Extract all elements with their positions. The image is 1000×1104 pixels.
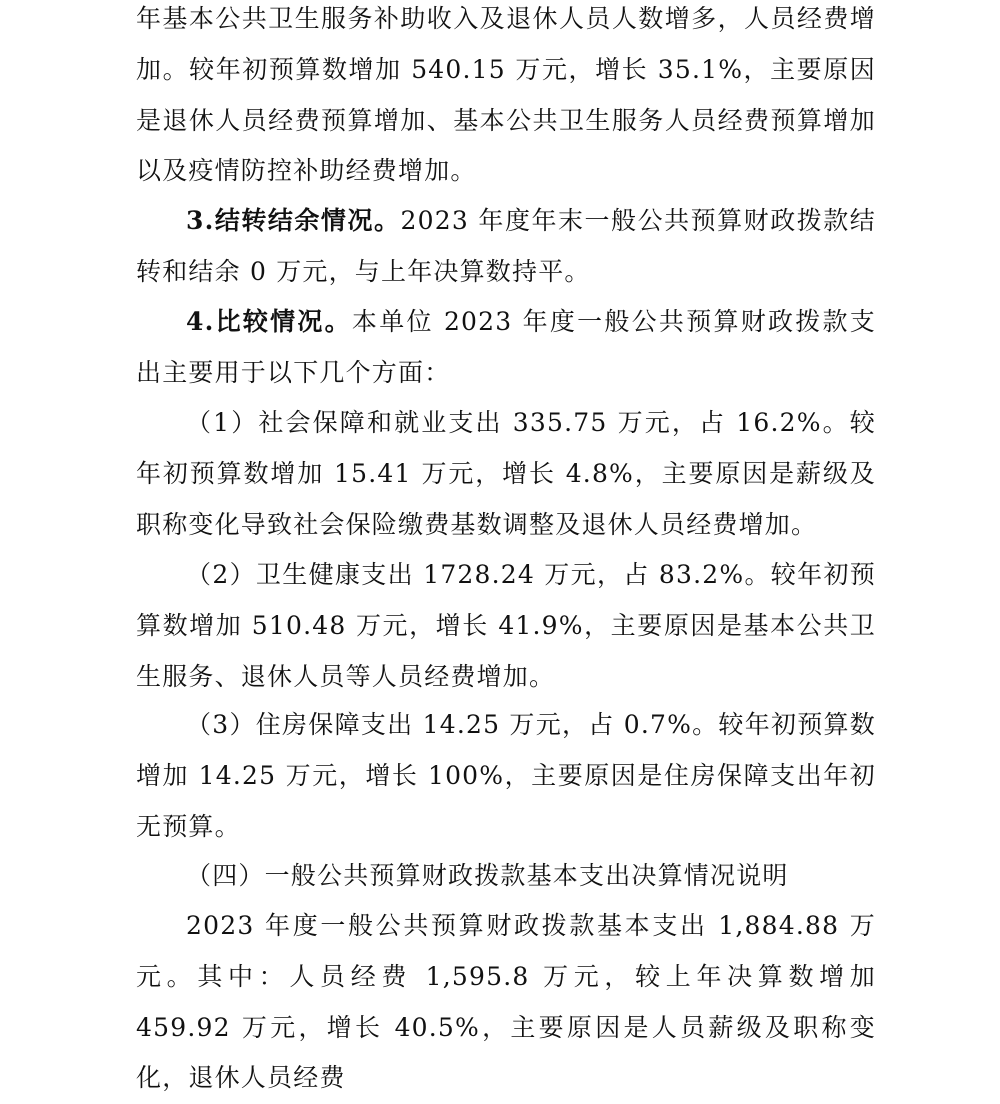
text-comparison: 本单位 2023 年度一般公共预算财政拨款支出主要用于以下几个方面： — [136, 307, 877, 387]
list-item-social-security: （1）社会保障和就业支出 335.75 万元，占 16.2%。较年初预算数增加 15.41 万元，增长 4.8%，主要原因是薪级及职称变化导致社会保险缴费基数调整及退休人员经费增加。 — [136, 408, 876, 539]
heading-carryover-balance: 3.结转结余情况。 — [186, 206, 401, 235]
paragraph-basic-expenditure: 2023 年度一般公共预算财政拨款基本支出 1,884.88 万元。其中：人员经费 1,595.8 万元，较上年决算数增加 459.92 万元，增长 40.5%，主要原因是人员薪级及职称变化，退休人员经费 — [136, 911, 876, 1093]
list-item-health: （2）卫生健康支出 1728.24 万元，占 83.2%。较年初预算数增加 510.48 万元，增长 41.9%，主要原因是基本公共卫生服务、退休人员等人员经费增加。 — [136, 560, 876, 691]
heading-comparison: 4.比较情况。 — [186, 307, 352, 336]
paragraph-carryover-balance — [136, 196, 876, 298]
section-title-basic-expenditure: （四）一般公共预算财政拨款基本支出决算情况说明 — [186, 861, 789, 890]
text-carryover-balance: 2023 年度年末一般公共预算财政拨款结转和结余 0 万元，与上年决算数持平。 — [136, 206, 876, 286]
list-item-housing: （3）住房保障支出 14.25 万元，占 0.7%。较年初预算数增加 14.25 万元，增长 100%，主要原因是住房保障支出年初无预算。 — [136, 710, 876, 841]
paragraph-comparison — [136, 297, 876, 399]
paragraph-personnel-expense-continuation: 年基本公共卫生服务补助收入及退休人员人数增多，人员经费增加。较年初预算数增加 540.15 万元，增长 35.1%，主要原因是退休人员经费预算增加、基本公共卫生服务人员经费预算增加以及疫情防控补助经费增加。 — [136, 4, 876, 186]
